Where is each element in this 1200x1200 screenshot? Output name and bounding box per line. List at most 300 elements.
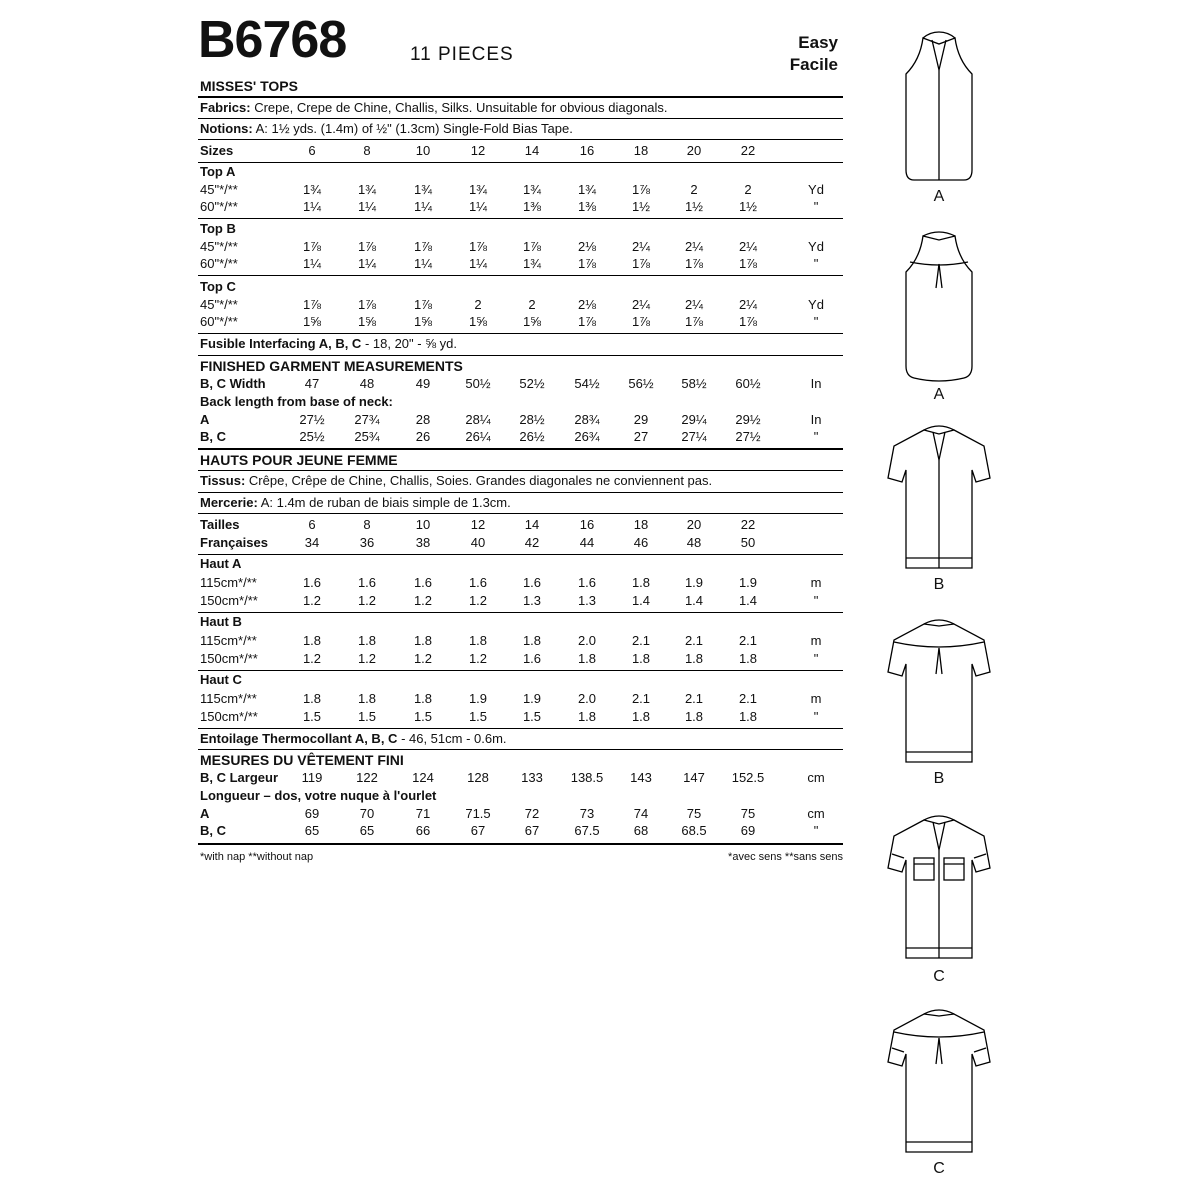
value-cell: 49 <box>415 376 431 391</box>
value-cell: 1¼ <box>468 256 488 271</box>
group-heading <box>198 164 843 182</box>
value-cell: 1½ <box>631 199 651 214</box>
value-cell: 27¾ <box>354 412 380 427</box>
pocket-top-front-icon <box>880 808 998 968</box>
value-cell: 1.6 <box>302 575 322 590</box>
value-cell: 1¼ <box>357 199 377 214</box>
value-cells <box>198 770 843 788</box>
divider <box>198 612 843 613</box>
size-cell: 12 <box>470 143 486 158</box>
finished-measurements-title: FINISHED GARMENT MEASUREMENTS <box>200 358 463 374</box>
size-cell: 12 <box>470 517 486 532</box>
value-cell: 1½ <box>738 199 758 214</box>
mercerie-text: A: 1.4m de ruban de biais simple de 1.3cm. <box>260 495 511 510</box>
value-cell: 1⅞ <box>357 297 377 312</box>
cap-sleeve-top-back-icon <box>880 612 998 772</box>
group-heading <box>198 279 843 297</box>
unit-label: m <box>810 691 822 706</box>
view-label: A <box>933 386 945 403</box>
value-cell: 2.1 <box>684 633 704 648</box>
value-cell: 26¾ <box>574 429 600 444</box>
value-cell: 1⅞ <box>302 239 322 254</box>
metrage-row <box>198 709 843 727</box>
unit-label: In <box>810 376 822 391</box>
value-cell: 1.3 <box>522 593 542 608</box>
divider <box>198 118 843 119</box>
largeur-row <box>198 770 843 788</box>
group-name: Haut A <box>200 556 242 571</box>
notions-label: Notions: <box>200 121 253 136</box>
divider <box>198 448 843 450</box>
value-cell: 119 <box>301 770 323 785</box>
sizes-row <box>198 143 843 161</box>
value-cell: 1⅞ <box>631 182 651 197</box>
value-cell: 54½ <box>574 376 600 391</box>
value-cell: 152.5 <box>731 770 765 785</box>
divider <box>198 749 843 750</box>
size-cell: 20 <box>686 143 702 158</box>
value-cell: 1.2 <box>468 651 488 666</box>
value-cell: 1.8 <box>577 651 597 666</box>
value-cell: 1⅞ <box>577 256 597 271</box>
divider <box>198 470 843 471</box>
view-label: C <box>933 968 945 985</box>
size-cell: 16 <box>579 517 595 532</box>
value-cells <box>198 806 843 824</box>
french-title: HAUTS POUR JEUNE FEMME <box>200 452 398 468</box>
english-title: MISSES' TOPS <box>200 78 298 94</box>
unit-label: " <box>813 314 819 329</box>
value-cell: 28¾ <box>574 412 600 427</box>
value-cell: 1⅞ <box>738 314 758 329</box>
value-cell: 28½ <box>519 412 545 427</box>
row-label: 45"*/** <box>200 182 238 197</box>
value-cell: 1⅜ <box>522 199 542 214</box>
value-cell: 1.8 <box>738 709 758 724</box>
value-cells <box>198 182 843 200</box>
divider <box>198 275 843 276</box>
value-cell: 1.4 <box>631 593 651 608</box>
value-cell: 75 <box>686 806 702 821</box>
value-cell: 1.2 <box>413 593 433 608</box>
value-cell: 1.5 <box>468 709 488 724</box>
value-cells <box>198 199 843 217</box>
fabrics-text: Crepe, Crepe de Chine, Challis, Silks. Unsuitable for obvious diagonals. <box>254 100 668 115</box>
size-cell: 44 <box>579 535 595 550</box>
value-cell: 2 <box>528 297 536 312</box>
divider <box>198 333 843 334</box>
value-cells <box>198 376 843 394</box>
value-cell: 1⅞ <box>631 256 651 271</box>
value-cell: 133 <box>521 770 543 785</box>
value-cell: 70 <box>359 806 375 821</box>
value-cell: 122 <box>356 770 378 785</box>
value-cell: 48 <box>359 376 375 391</box>
value-cell: 1.8 <box>684 709 704 724</box>
value-cell: 1.6 <box>522 575 542 590</box>
value-cell: 1.9 <box>684 575 704 590</box>
value-cell: 65 <box>304 823 320 838</box>
size-cell: 34 <box>304 535 320 550</box>
value-cell: 2¼ <box>684 239 704 254</box>
value-cell: 68.5 <box>681 823 707 838</box>
value-cell: 147 <box>683 770 705 785</box>
value-cell: 69 <box>304 806 320 821</box>
mercerie-label: Mercerie: <box>200 495 258 510</box>
value-cell: 1⅞ <box>522 239 542 254</box>
value-cell: 1¾ <box>468 182 488 197</box>
sleeveless-top-back-icon <box>880 228 998 388</box>
size-cell: 40 <box>470 535 486 550</box>
value-cell: 1⅞ <box>631 314 651 329</box>
value-cells <box>198 709 843 727</box>
size-cell: 14 <box>524 517 540 532</box>
size-cell: 14 <box>524 143 540 158</box>
group-name: Haut C <box>200 672 242 687</box>
size-cell: 6 <box>308 517 316 532</box>
row-label: 60"*/** <box>200 314 238 329</box>
value-cell: 26¼ <box>465 429 491 444</box>
width-row <box>198 376 843 394</box>
back-length-title: Back length from base of neck: <box>200 394 393 409</box>
value-cell: 2¼ <box>631 239 651 254</box>
value-cell: 2¼ <box>631 297 651 312</box>
value-cell: 1⅞ <box>302 297 322 312</box>
value-cell: 27½ <box>735 429 761 444</box>
group-heading <box>198 614 843 632</box>
footnote-en: *with nap **without nap <box>200 851 314 863</box>
value-cell: 1.4 <box>684 593 704 608</box>
value-cell: 2⅛ <box>577 297 597 312</box>
size-cell: 22 <box>740 143 756 158</box>
value-cell: 52½ <box>519 376 545 391</box>
row-label: 60"*/** <box>200 199 238 214</box>
value-cell: 1⅝ <box>522 314 542 329</box>
value-cell: 1.2 <box>357 593 377 608</box>
value-cell: 56½ <box>628 376 654 391</box>
size-cell: 8 <box>363 517 371 532</box>
value-cell: 1¾ <box>522 182 542 197</box>
unit-label: In <box>810 412 822 427</box>
row-label: 115cm*/** <box>200 691 257 706</box>
size-cell: 38 <box>415 535 431 550</box>
size-cell: 10 <box>415 517 431 532</box>
pieces-count: 11 PIECES <box>410 44 514 65</box>
sleeveless-top-front-icon <box>880 30 998 190</box>
value-cell: 1¼ <box>413 199 433 214</box>
value-cell: 65 <box>359 823 375 838</box>
value-cell: 2 <box>690 182 698 197</box>
view-label: B <box>933 576 945 593</box>
unit-label: m <box>810 633 822 648</box>
value-cell: 67.5 <box>574 823 600 838</box>
unit-label: m <box>810 575 822 590</box>
value-cell: 1.8 <box>302 633 322 648</box>
group-name: Top B <box>200 221 236 236</box>
row-label: 115cm*/** <box>200 575 257 590</box>
tailles-label: Tailles <box>200 517 240 532</box>
value-cell: 67 <box>524 823 540 838</box>
unit-label: cm <box>807 770 825 785</box>
divider <box>198 139 843 140</box>
divider <box>198 96 843 98</box>
size-cell: 50 <box>740 535 756 550</box>
yardage-row <box>198 239 843 257</box>
value-cell: 1.2 <box>302 651 322 666</box>
metrage-row <box>198 651 843 669</box>
value-cells <box>198 412 843 430</box>
yardage-row <box>198 199 843 217</box>
value-cell: 67 <box>470 823 486 838</box>
value-cell: 1.8 <box>738 651 758 666</box>
value-cell: 2 <box>744 182 752 197</box>
row-label: B, C <box>200 823 226 838</box>
value-cell: 1⅞ <box>684 314 704 329</box>
value-cell: 1.9 <box>522 691 542 706</box>
francaises-label: Françaises <box>200 535 268 550</box>
value-cell: 1.8 <box>413 633 433 648</box>
value-cell: 29½ <box>735 412 761 427</box>
row-label: 115cm*/** <box>200 633 257 648</box>
value-cell: 27 <box>633 429 649 444</box>
row-label: 150cm*/** <box>200 709 258 724</box>
value-cell: 2.1 <box>684 691 704 706</box>
notions-line <box>200 121 573 136</box>
pattern-number: B6768 <box>198 11 347 69</box>
pocket-top-back-icon <box>880 1002 998 1162</box>
value-cell: 1.9 <box>468 691 488 706</box>
value-cell: 1.2 <box>302 593 322 608</box>
size-cell: 22 <box>740 517 756 532</box>
value-cell: 124 <box>412 770 434 785</box>
sizes-label: Sizes <box>200 143 234 158</box>
value-cell: 1.6 <box>577 575 597 590</box>
value-cell: 1.8 <box>357 633 377 648</box>
value-cell: 1.2 <box>413 651 433 666</box>
size-cells <box>198 143 843 161</box>
value-cell: 2.1 <box>631 633 651 648</box>
value-cell: 1.8 <box>631 651 651 666</box>
value-cell: 1¾ <box>302 182 322 197</box>
metrage-row <box>198 593 843 611</box>
row-label: A <box>200 806 210 821</box>
value-cell: 138.5 <box>570 770 604 785</box>
mesures-title: MESURES DU VÊTEMENT FINI <box>200 752 404 768</box>
value-cell: 1.3 <box>577 593 597 608</box>
value-cells <box>198 575 843 593</box>
value-cell: 71.5 <box>465 806 491 821</box>
longueur-row <box>198 823 843 841</box>
longueur-title: Longueur – dos, votre nuque à l'ourlet <box>200 788 437 803</box>
entoilage-label: Entoilage Thermocollant A, B, C <box>200 731 398 746</box>
value-cells <box>198 823 843 841</box>
value-cell: 2.0 <box>577 633 597 648</box>
value-cell: 1⅝ <box>413 314 433 329</box>
value-cell: 1⅞ <box>413 297 433 312</box>
size-cell: 8 <box>363 143 371 158</box>
value-cell: 1.5 <box>302 709 322 724</box>
value-cell: 68 <box>633 823 649 838</box>
view-label: C <box>933 1160 945 1177</box>
group-heading <box>198 221 843 239</box>
value-cells <box>198 256 843 274</box>
group-heading <box>198 556 843 574</box>
value-cell: 1.6 <box>357 575 377 590</box>
size-cell: 36 <box>359 535 375 550</box>
size-cell: 16 <box>579 143 595 158</box>
interfacing-label: Fusible Interfacing A, B, C <box>200 336 362 351</box>
value-cell: 1.8 <box>684 651 704 666</box>
value-cell: 1⅞ <box>684 256 704 271</box>
metrage-row <box>198 575 843 593</box>
value-cell: 1.9 <box>738 575 758 590</box>
tailles-row <box>198 517 843 535</box>
value-cell: 1.8 <box>413 691 433 706</box>
divider <box>198 355 843 356</box>
group-name: Top C <box>200 279 236 294</box>
value-cell: 1¾ <box>522 256 542 271</box>
divider <box>198 492 843 493</box>
value-cell: 2.1 <box>738 633 758 648</box>
value-cells <box>198 691 843 709</box>
value-cell: 75 <box>740 806 756 821</box>
size-cell: 46 <box>633 535 649 550</box>
value-cell: 143 <box>630 770 652 785</box>
value-cell: 1.2 <box>357 651 377 666</box>
value-cell: 47 <box>304 376 320 391</box>
value-cell: 26½ <box>519 429 545 444</box>
value-cells <box>198 239 843 257</box>
value-cell: 25¾ <box>354 429 380 444</box>
row-label: 150cm*/** <box>200 651 258 666</box>
unit-label: " <box>813 199 819 214</box>
unit-label: " <box>813 709 819 724</box>
value-cell: 1¾ <box>577 182 597 197</box>
value-cell: 1.8 <box>577 709 597 724</box>
footnote-fr: *avec sens **sans sens <box>728 851 843 863</box>
row-label: B, C <box>200 429 226 444</box>
value-cells <box>198 429 843 447</box>
value-cell: 1.5 <box>522 709 542 724</box>
francaises-row <box>198 535 843 553</box>
row-label: 45"*/** <box>200 297 238 312</box>
unit-label: " <box>813 429 819 444</box>
value-cell: 1⅞ <box>468 239 488 254</box>
yardage-row <box>198 297 843 315</box>
size-cell: 10 <box>415 143 431 158</box>
value-cells <box>198 314 843 332</box>
value-cell: 27¼ <box>681 429 707 444</box>
view-label: A <box>933 188 945 205</box>
cap-sleeve-top-front-icon <box>880 418 998 578</box>
value-cell: 1⅝ <box>302 314 322 329</box>
value-cell: 2¼ <box>738 297 758 312</box>
value-cell: 28¼ <box>465 412 491 427</box>
metrage-row <box>198 691 843 709</box>
row-label: 60"*/** <box>200 256 238 271</box>
value-cell: 1.8 <box>302 691 322 706</box>
row-label: 150cm*/** <box>200 593 258 608</box>
unit-label: " <box>813 256 819 271</box>
value-cell: 2⅛ <box>577 239 597 254</box>
value-cell: 1¼ <box>302 199 322 214</box>
value-cell: 74 <box>633 806 649 821</box>
value-cell: 2.1 <box>738 691 758 706</box>
size-cell: 6 <box>308 143 316 158</box>
divider <box>198 513 843 514</box>
group-heading <box>198 672 843 690</box>
unit-label: Yd <box>808 297 824 312</box>
value-cell: 1¾ <box>413 182 433 197</box>
value-cells <box>198 633 843 651</box>
fabrics-label: Fabrics: <box>200 100 251 115</box>
row-label: B, C Width <box>200 376 266 391</box>
value-cell: 1½ <box>684 199 704 214</box>
divider <box>198 728 843 729</box>
value-cell: 1.5 <box>357 709 377 724</box>
size-cell: 20 <box>686 517 702 532</box>
notions-text: A: 1½ yds. (1.4m) of ½" (1.3cm) Single-Fold Bias Tape. <box>255 121 573 136</box>
unit-label: cm <box>807 806 825 821</box>
tissus-label: Tissus: <box>200 473 246 488</box>
value-cells <box>198 297 843 315</box>
value-cell: 1⅞ <box>357 239 377 254</box>
size-cell: 42 <box>524 535 540 550</box>
value-cell: 1.8 <box>631 709 651 724</box>
back-length-row <box>198 429 843 447</box>
interfacing-line <box>200 336 457 351</box>
view-label: B <box>933 770 945 787</box>
interfacing-text: - 18, 20" - ⅝ yd. <box>364 336 458 351</box>
unit-label: " <box>813 651 819 666</box>
value-cell: 2¼ <box>738 239 758 254</box>
group-name: Top A <box>200 164 236 179</box>
value-cell: 29 <box>633 412 649 427</box>
value-cell: 25½ <box>299 429 325 444</box>
value-cell: 1¼ <box>413 256 433 271</box>
divider <box>198 218 843 219</box>
value-cell: 66 <box>415 823 431 838</box>
difficulty-fr: Facile <box>789 55 838 74</box>
value-cells <box>198 593 843 611</box>
value-cell: 60½ <box>735 376 761 391</box>
longueur-row <box>198 806 843 824</box>
value-cell: 1.6 <box>468 575 488 590</box>
back-length-row <box>198 412 843 430</box>
value-cell: 1⅜ <box>577 199 597 214</box>
entoilage-text: - 46, 51cm - 0.6m. <box>401 731 507 746</box>
value-cell: 1.2 <box>468 593 488 608</box>
value-cell: 72 <box>524 806 540 821</box>
value-cell: 1.6 <box>522 651 542 666</box>
unit-label: Yd <box>808 182 824 197</box>
value-cell: 1⅝ <box>357 314 377 329</box>
value-cell: 27½ <box>299 412 325 427</box>
row-label: A <box>200 412 210 427</box>
value-cell: 1.8 <box>522 633 542 648</box>
divider <box>198 554 843 555</box>
fabrics-line <box>200 100 668 115</box>
value-cell: 69 <box>740 823 756 838</box>
value-cell: 1.6 <box>413 575 433 590</box>
mercerie-line <box>200 495 511 510</box>
value-cell: 26 <box>415 429 431 444</box>
value-cell: 1.4 <box>738 593 758 608</box>
value-cell: 1.8 <box>357 691 377 706</box>
value-cell: 1¼ <box>468 199 488 214</box>
tissus-text: Crêpe, Crêpe de Chine, Challis, Soies. Grandes diagonales ne conviennent pas. <box>248 473 713 488</box>
value-cell: 2.1 <box>631 691 651 706</box>
